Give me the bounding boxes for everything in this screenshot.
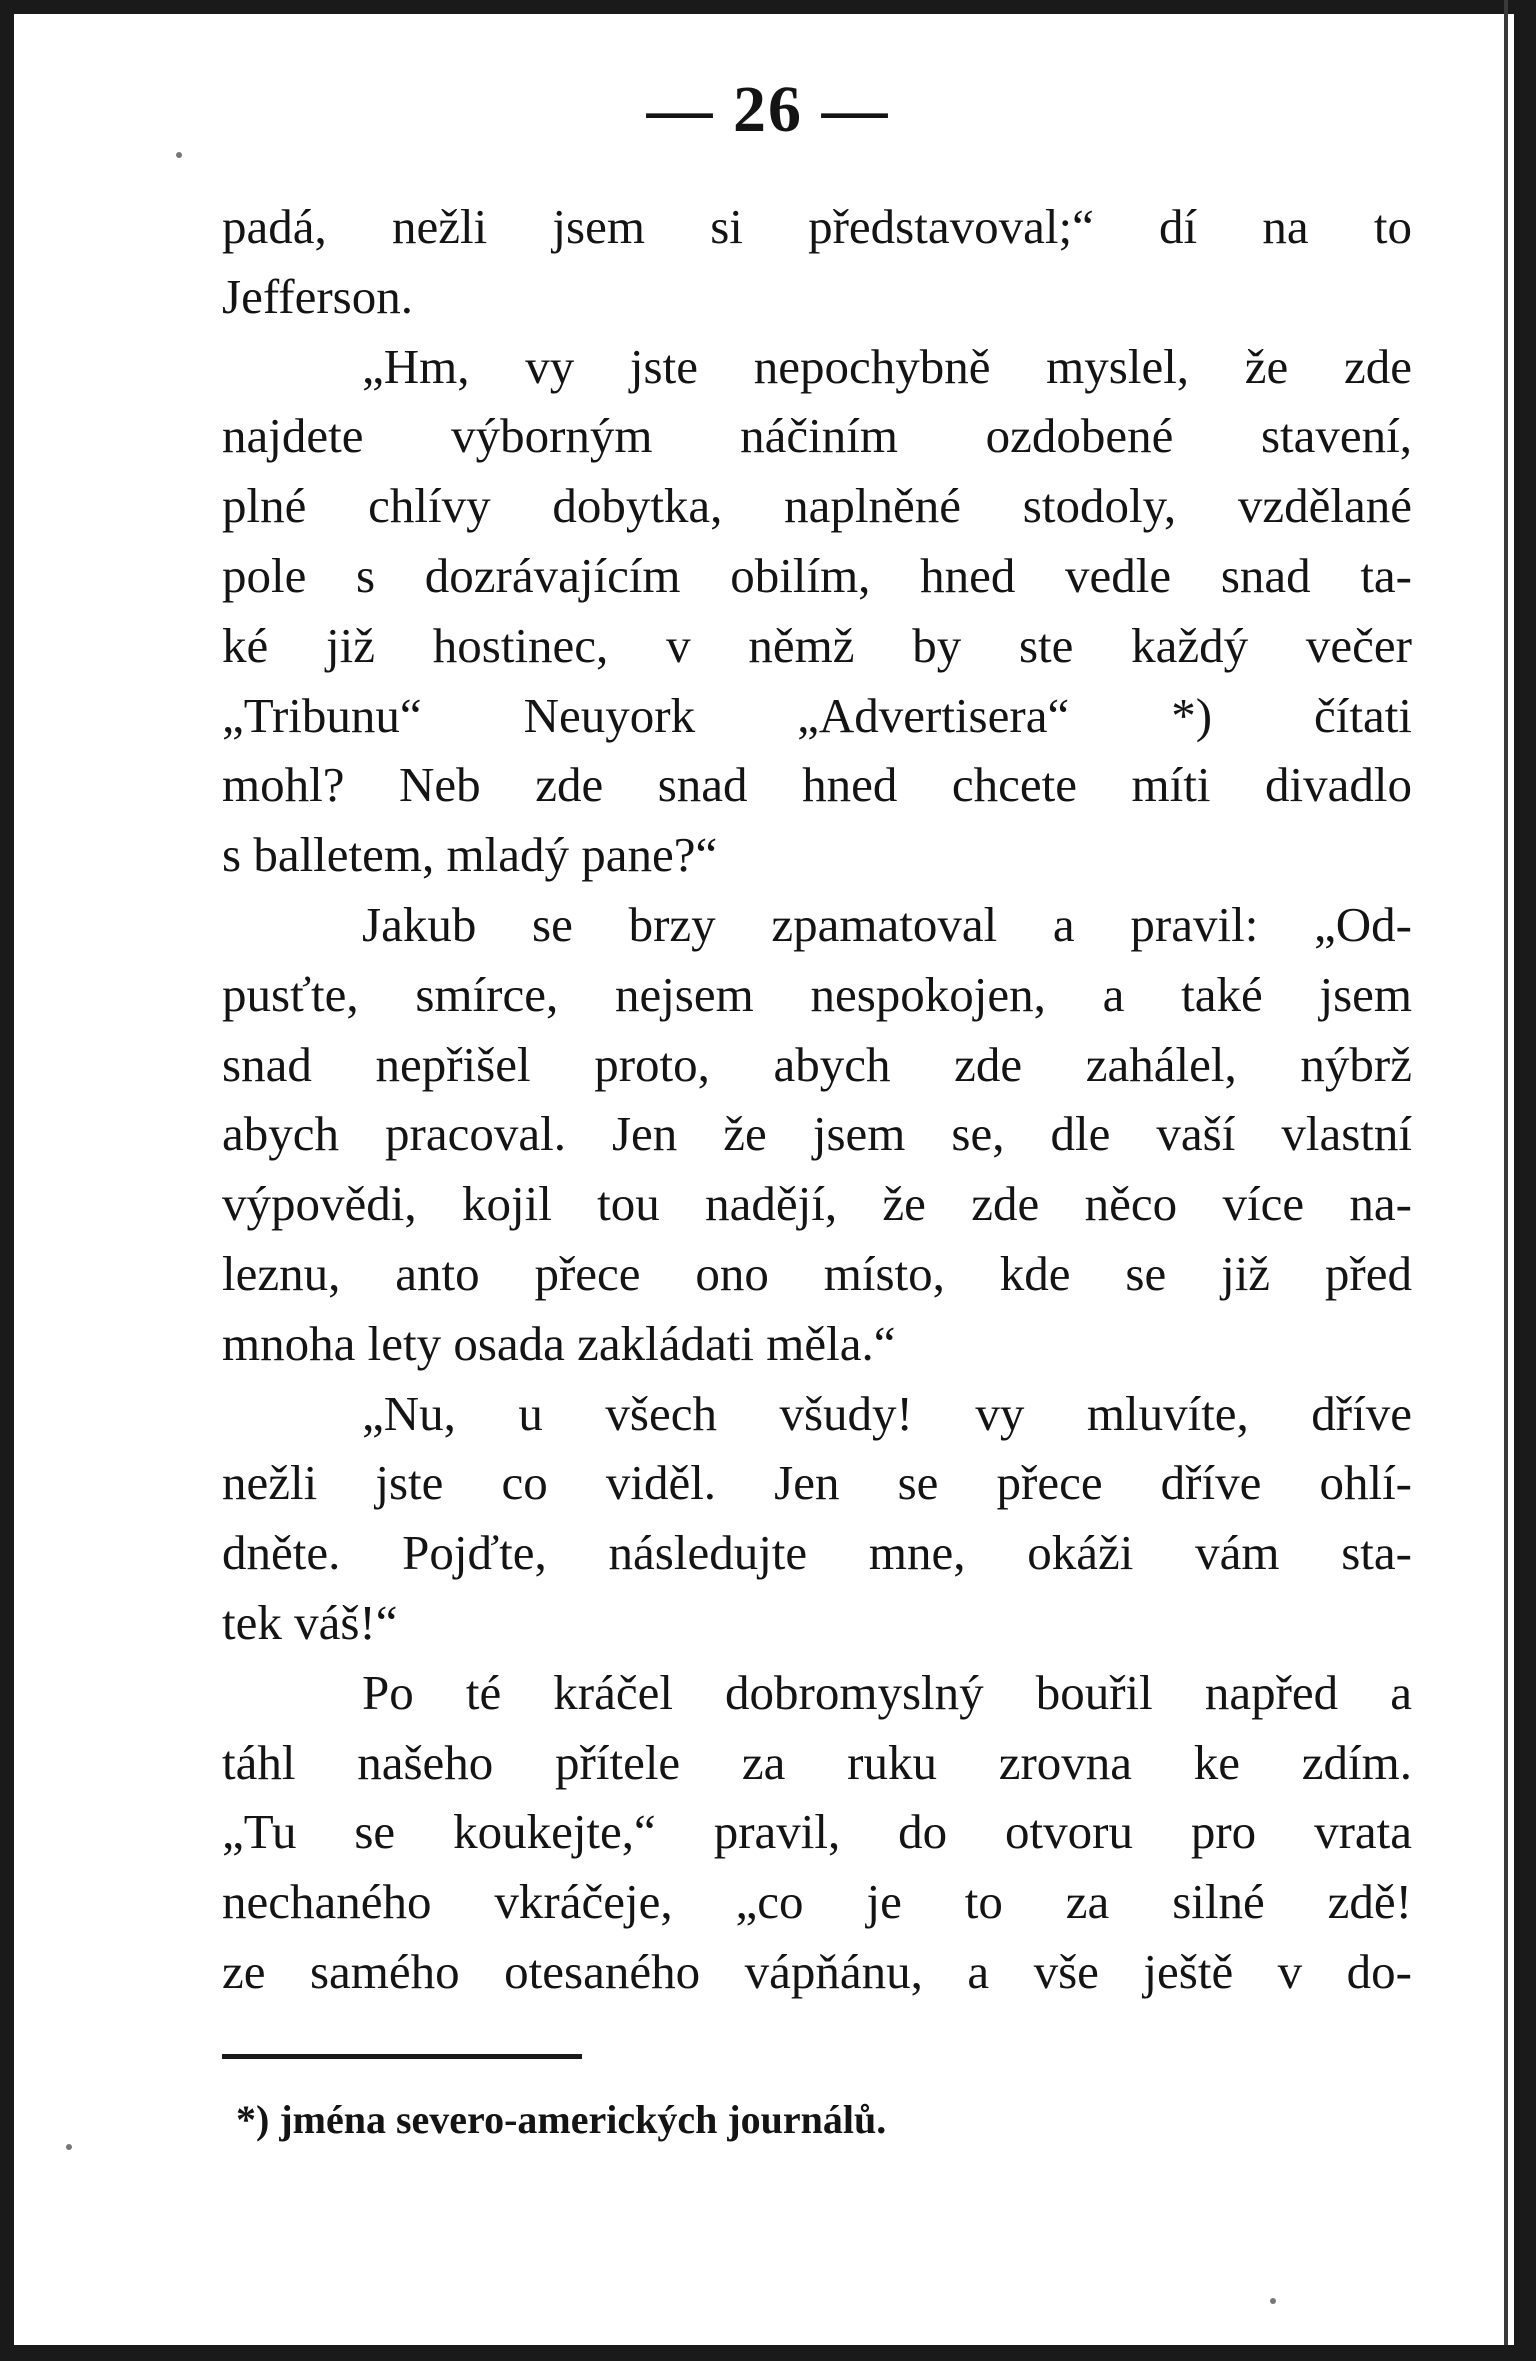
scan-border-left: [0, 0, 14, 2361]
page-number: — 26 —: [646, 73, 890, 146]
scan-border-right: [1514, 0, 1536, 2361]
text-line: pole s dozrávajícím obilím, hned vedle snad ta-: [222, 547, 1412, 603]
text-line: mnoha lety osada zakládati měla.“: [222, 1315, 896, 1371]
text-line: s balletem, mladý pane?“: [222, 827, 718, 883]
text-line: Jakub se brzy zpamatoval a pravil: „Od-: [362, 896, 1412, 952]
text-line: pusťte, smírce, nejsem nespokojen, a také jsem: [222, 966, 1412, 1022]
scan-border-bottom: [0, 2345, 1536, 2361]
scan-speck: [66, 2144, 72, 2150]
text-line: „Hm, vy jste nepochybně myslel, že zde: [362, 338, 1412, 394]
text-line: abych pracoval. Jen že jsem se, dle vaší vlastní: [222, 1106, 1412, 1162]
text-line: dněte. Pojďte, následujte mne, okáži vám sta-: [222, 1525, 1412, 1581]
text-line: nechaného vkráčeje, „co je to za silné zdě!: [222, 1874, 1412, 1930]
body-text: [222, 192, 1412, 2007]
footnote: *) jména severo-amerických journálů.: [236, 2097, 887, 2142]
text-line: najdete výborným náčiním ozdobené stavení,: [222, 408, 1412, 464]
text-line: táhl našeho přítele za ruku zrovna ke zdím.: [222, 1734, 1412, 1790]
text-line: ké již hostinec, v němž by ste každý večer: [222, 617, 1412, 673]
scan-border-top: [0, 0, 1536, 14]
text-line: Po té kráčel dobromyslný bouřil napřed a: [362, 1664, 1412, 1720]
text-line: leznu, anto přece ono místo, kde se již před: [222, 1245, 1412, 1301]
text-line: výpovědi, kojil tou nadějí, že zde něco více na-: [222, 1176, 1412, 1232]
text-line: tek váš!“: [222, 1594, 398, 1650]
text-line: ze samého otesaného vápňánu, a vše ještě v do-: [222, 1943, 1412, 1999]
scan-speck: [176, 152, 182, 158]
text-line: „Tu se koukejte,“ pravil, do otvoru pro vrata: [222, 1804, 1412, 1860]
scan-border-right-inner: [1504, 0, 1508, 2361]
text-line: nežli jste co viděl. Jen se přece dříve ohlí-: [222, 1455, 1412, 1511]
text-line: padá, nežli jsem si představoval;“ dí na to: [222, 199, 1412, 254]
footnote-rule: [222, 2054, 582, 2059]
text-line: „Tribunu“ Neuyork „Advertisera“ *) čítati: [222, 687, 1412, 743]
scan-speck: [1270, 2298, 1276, 2304]
text-line: mohl? Neb zde snad hned chcete míti divadlo: [222, 757, 1412, 813]
text-line: plné chlívy dobytka, naplněné stodoly, vzdělané: [222, 478, 1412, 534]
text-line: „Nu, u všech všudy! vy mluvíte, dříve: [362, 1385, 1412, 1441]
text-line: snad nepřišel proto, abych zde zahálel, nýbrž: [222, 1036, 1412, 1092]
text-line: Jefferson.: [222, 268, 413, 324]
